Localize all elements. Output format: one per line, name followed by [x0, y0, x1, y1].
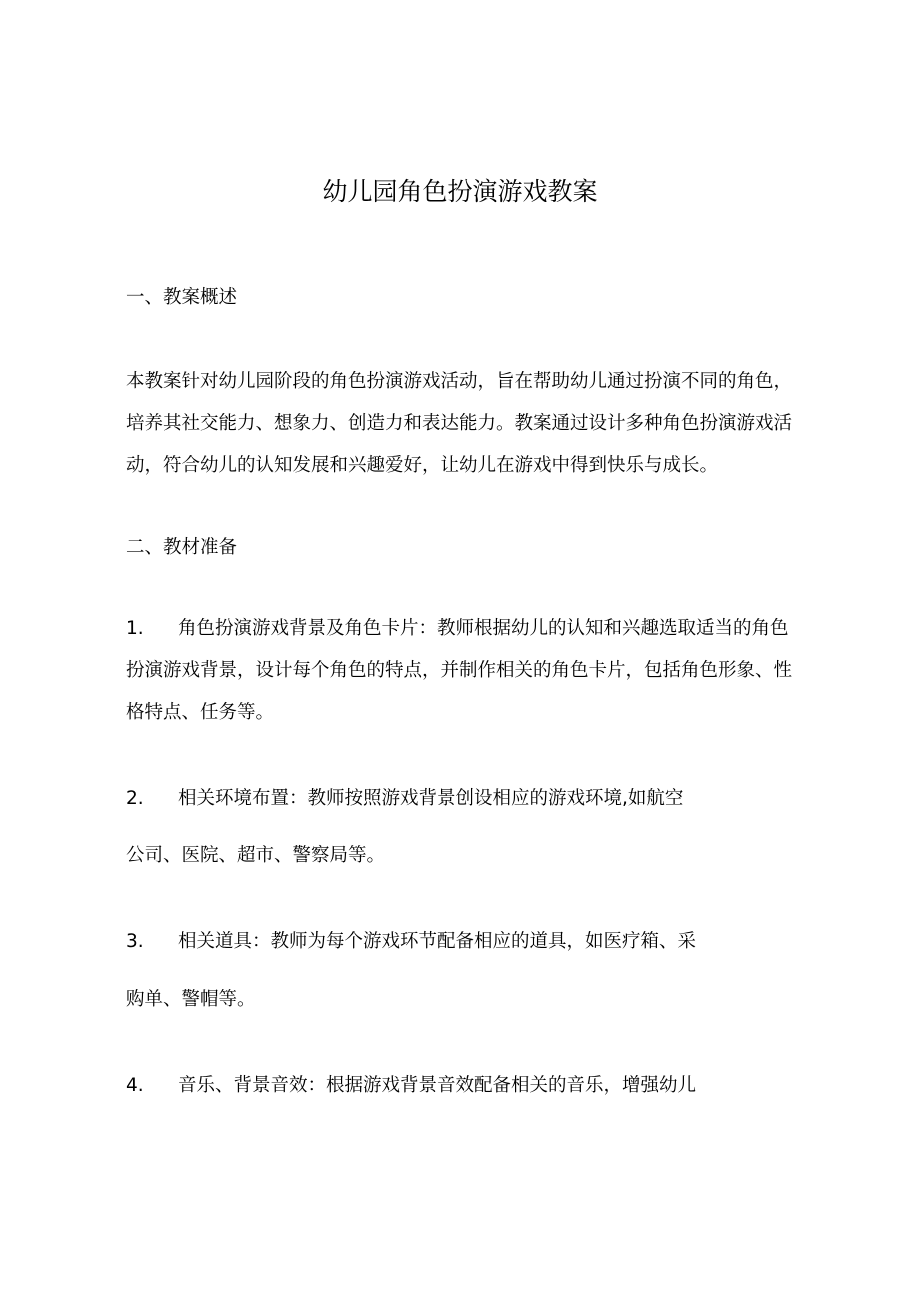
list-item-text: 相关道具：教师为每个游戏环节配备相应的道具，如医疗箱、采	[178, 931, 697, 952]
list-item-number: 4.	[126, 1075, 144, 1096]
list-item-number: 3.	[126, 931, 144, 952]
list-item-continuation: 购单、警帽等。	[126, 989, 256, 1010]
list-item	[126, 608, 806, 734]
overview-paragraph: 本教案针对幼儿园阶段的角色扮演游戏活动，旨在帮助幼儿通过扮演不同的角色，培养其社交能力、想象力、创造力和表达能力。教案通过设计多种角色扮演游戏活动，符合幼儿的认知发展和兴趣爱好，让幼儿在游戏中得到快乐与成长。	[126, 371, 793, 476]
section-heading-materials: 二、教材准备	[126, 537, 238, 558]
list-item-text: 音乐、背景音效：根据游戏背景音效配备相关的音乐，增强幼儿	[178, 1075, 697, 1096]
list-item	[126, 1072, 696, 1100]
list-item	[126, 785, 683, 813]
list-item-number: 2.	[126, 788, 144, 809]
section-heading-overview: 一、教案概述	[126, 287, 238, 308]
list-item	[126, 928, 696, 956]
list-item-continuation: 公司、医院、超市、警察局等。	[126, 845, 386, 866]
list-item-text: 角色扮演游戏背景及角色卡片：教师根据幼儿的认知和兴趣选取适当的角色扮演游戏背景，设计每个角色的特点，并制作相关的角色卡片，包括角色形象、性格特点、任务等。	[126, 618, 793, 723]
list-item-text: 相关环境布置：教师按照游戏背景创设相应的游戏环境,如航空	[178, 788, 684, 809]
list-item-number: 1.	[126, 618, 144, 639]
document-title: 幼儿园角色扮演游戏教案	[322, 177, 598, 206]
